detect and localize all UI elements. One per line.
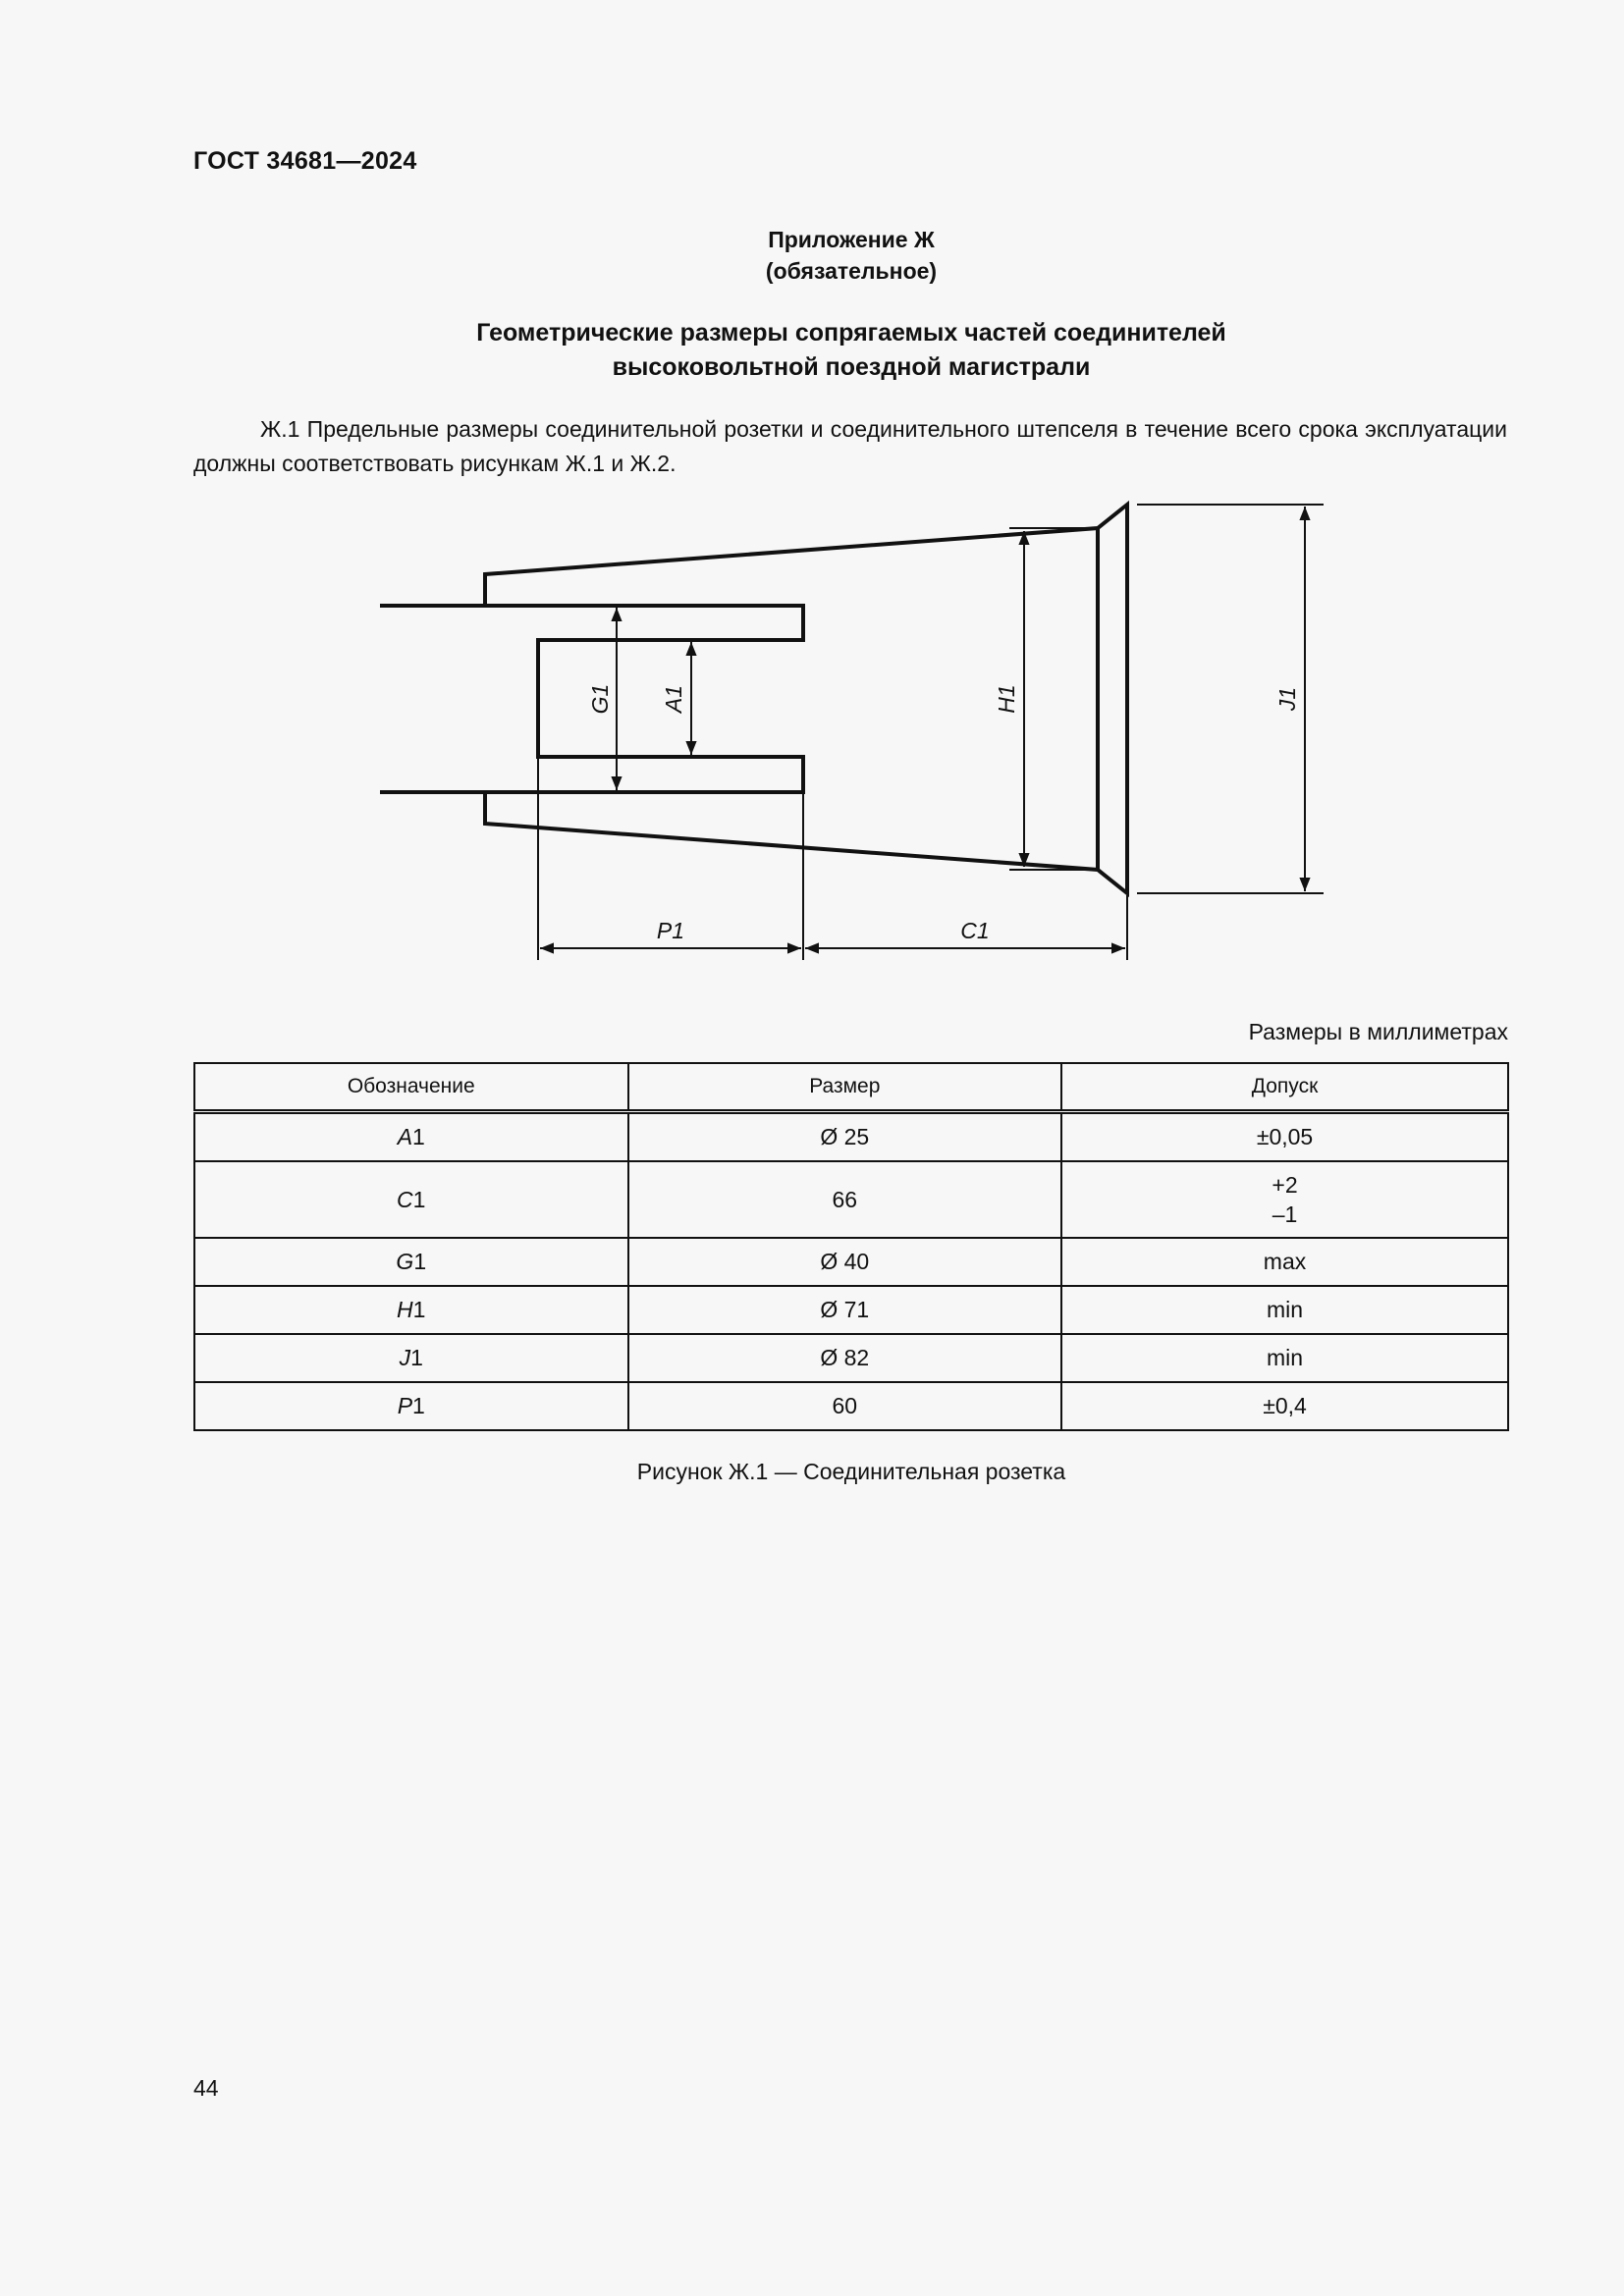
- tolerance-lower: –1: [1272, 1201, 1298, 1227]
- table-row: [194, 1382, 1508, 1430]
- dimensions-table: [193, 1062, 1509, 1431]
- label-p1: P1: [656, 918, 685, 943]
- units-note: Размеры в миллиметрах: [1248, 1019, 1508, 1044]
- cell-size: 66: [628, 1161, 1062, 1238]
- appendix-status: (обязательное): [765, 258, 938, 284]
- section-title-line1: Геометрические размеры сопрягаемых частей соединителей: [476, 319, 1226, 347]
- table-row: [194, 1286, 1508, 1334]
- cell-designation: C1: [194, 1161, 628, 1238]
- cell-designation: H1: [194, 1286, 628, 1334]
- cell-size: Ø 25: [628, 1112, 1062, 1162]
- cell-designation: J1: [194, 1334, 628, 1382]
- cell-size: Ø 40: [628, 1238, 1062, 1286]
- label-a1: A1: [661, 684, 686, 714]
- header-tolerance: Допуск: [1061, 1063, 1508, 1112]
- header-designation: Обозначение: [194, 1063, 628, 1112]
- cell-designation: P1: [194, 1382, 628, 1430]
- tolerance-upper: +2: [1272, 1172, 1298, 1198]
- cell-tolerance: max: [1061, 1238, 1508, 1286]
- label-g1: G1: [587, 683, 613, 715]
- cell-tolerance: ±0,4: [1061, 1382, 1508, 1430]
- figure-caption: Рисунок Ж.1 — Соединительная розетка: [636, 1459, 1066, 1484]
- table-row: [194, 1112, 1508, 1162]
- label-h1: H1: [994, 684, 1019, 714]
- cell-tolerance: min: [1061, 1286, 1508, 1334]
- label-j1: J1: [1274, 686, 1300, 712]
- table-row: [194, 1238, 1508, 1286]
- cell-size: Ø 82: [628, 1334, 1062, 1382]
- socket-drawing: [0, 0, 1624, 991]
- header-size: Размер: [628, 1063, 1062, 1112]
- cell-tolerance: min: [1061, 1334, 1508, 1382]
- dimension-lines: [538, 505, 1324, 960]
- table-row: [194, 1161, 1508, 1238]
- body-paragraph: Ж.1 Предельные размеры соединительной розетки и соединительного штепселя в течение всего срока эксплуатации должны соответствовать рисункам Ж.1 и Ж.2.: [193, 416, 1507, 476]
- page-number: 44: [193, 2075, 219, 2101]
- dimension-labels: [587, 684, 1300, 943]
- cell-size: 60: [628, 1382, 1062, 1430]
- table-row: [194, 1334, 1508, 1382]
- appendix-title: Приложение Ж: [768, 227, 935, 252]
- cell-designation: A1: [194, 1112, 628, 1162]
- cell-size: Ø 71: [628, 1286, 1062, 1334]
- cell-designation: G1: [194, 1238, 628, 1286]
- table-header-row: [194, 1063, 1508, 1112]
- label-c1: C1: [960, 918, 990, 943]
- cell-tolerance: ±0,05: [1061, 1112, 1508, 1162]
- cell-tolerance: [1061, 1161, 1508, 1238]
- document-code: ГОСТ 34681—2024: [193, 147, 417, 175]
- section-title-line2: высоковольтной поездной магистрали: [612, 353, 1091, 381]
